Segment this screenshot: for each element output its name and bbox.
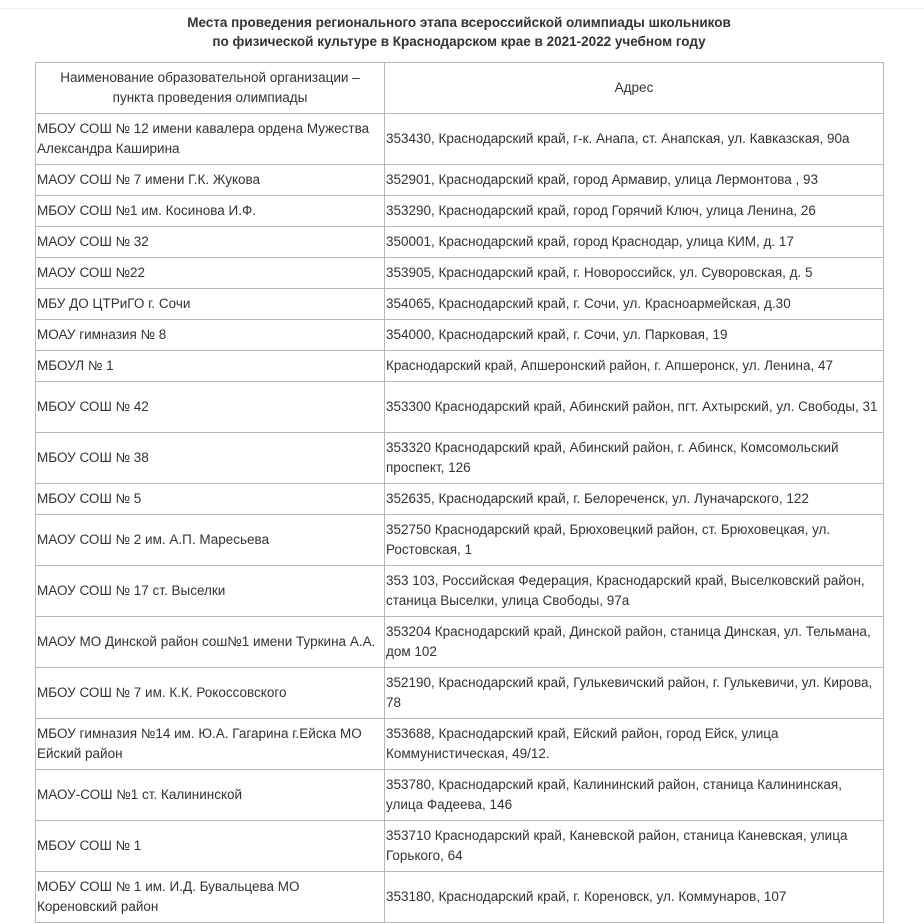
- address-cell: 352901, Краснодарский край, город Армавир, улица Лермонтова , 93: [385, 165, 884, 196]
- address-cell: 353710 Краснодарский край, Каневской район, станица Каневская, улица Горького, 64: [385, 821, 884, 872]
- address-cell: 354000, Краснодарский край, г. Сочи, ул. Парковая, 19: [385, 320, 884, 351]
- table-row: [36, 351, 884, 382]
- table-row: [36, 196, 884, 227]
- organization-cell: МБОУ СОШ №1 им. Косинова И.Ф.: [36, 196, 385, 227]
- address-cell: 352750 Краснодарский край, Брюховецкий район, ст. Брюховецкая, ул. Ростовская, 1: [385, 515, 884, 566]
- address-cell: 353320 Краснодарский край, Абинский район, г. Абинск, Комсомольский проспект, 126: [385, 433, 884, 484]
- address-cell: 352190, Краснодарский край, Гулькевичский район, г. Гулькевичи, ул. Кирова, 78: [385, 668, 884, 719]
- address-cell: 354065, Краснодарский край, г. Сочи, ул. Красноармейская, д.30: [385, 289, 884, 320]
- table-row: [36, 227, 884, 258]
- organization-cell: МАОУ-СОШ №1 ст. Калининской: [36, 770, 385, 821]
- organization-cell: МБОУ СОШ № 1: [36, 821, 385, 872]
- organization-cell: МАОУ СОШ № 7 имени Г.К. Жукова: [36, 165, 385, 196]
- top-divider: [0, 8, 924, 9]
- organization-cell: МБОУ гимназия №14 им. Ю.А. Гагарина г.Ейска МО Ейский район: [36, 719, 385, 770]
- organization-cell: МБУ ДО ЦТРиГО г. Сочи: [36, 289, 385, 320]
- table-row: [36, 872, 884, 923]
- organization-cell: МБОУ СОШ № 7 им. К.К. Рокоссовского: [36, 668, 385, 719]
- organization-cell: МАОУ СОШ № 32: [36, 227, 385, 258]
- address-cell: 352635, Краснодарский край, г. Белореченск, ул. Луначарского, 122: [385, 484, 884, 515]
- table-row: [36, 289, 884, 320]
- page-title-line-1: Места проведения регионального этапа всероссийской олимпиады школьников: [187, 15, 731, 30]
- address-cell: 353180, Краснодарский край, г. Кореновск, ул. Коммунаров, 107: [385, 872, 884, 923]
- organization-cell: МАОУ СОШ № 17 ст. Выселки: [36, 566, 385, 617]
- venues-table-body: [36, 114, 884, 923]
- address-cell: 353300 Краснодарский край, Абинский район, пгт. Ахтырский, ул. Свободы, 31: [385, 382, 884, 433]
- table-row: [36, 821, 884, 872]
- address-cell: 353204 Краснодарский край, Динской район, станица Динская, ул. Тельмана, дом 102: [385, 617, 884, 668]
- table-row: [36, 719, 884, 770]
- address-cell: 353905, Краснодарский край, г. Новороссийск, ул. Суворовская, д. 5: [385, 258, 884, 289]
- organization-cell: МБОУ СОШ № 42: [36, 382, 385, 433]
- organization-cell: МОАУ гимназия № 8: [36, 320, 385, 351]
- header-organization: Наименование образовательной организации – пункта проведения олимпиады: [36, 63, 385, 114]
- organization-cell: МБОУ СОШ № 38: [36, 433, 385, 484]
- table-row: [36, 770, 884, 821]
- table-row: [36, 382, 884, 433]
- table-row: [36, 320, 884, 351]
- table-row: [36, 433, 884, 484]
- organization-cell: МАОУ СОШ № 2 им. А.П. Маресьева: [36, 515, 385, 566]
- table-row: [36, 114, 884, 165]
- page-title: [0, 13, 918, 51]
- organization-cell: МАОУ МО Динской район сош№1 имени Туркина А.А.: [36, 617, 385, 668]
- address-cell: 353 103, Российская Федерация, Краснодарский край, Выселковский район, станица Выселки, улица Свободы, 97а: [385, 566, 884, 617]
- table-row: [36, 165, 884, 196]
- table-row: [36, 515, 884, 566]
- address-cell: 353290, Краснодарский край, город Горячий Ключ, улица Ленина, 26: [385, 196, 884, 227]
- address-cell: 350001, Краснодарский край, город Краснодар, улица КИМ, д. 17: [385, 227, 884, 258]
- page-title-line-2: по физической культуре в Краснодарском крае в 2021-2022 учебном году: [212, 34, 706, 49]
- address-cell: 353430, Краснодарский край, г-к. Анапа, ст. Анапская, ул. Кавказская, 90а: [385, 114, 884, 165]
- header-address: Адрес: [385, 63, 884, 114]
- table-row: [36, 668, 884, 719]
- organization-cell: МБОУ СОШ № 5: [36, 484, 385, 515]
- address-cell: 353688, Краснодарский край, Ейский район, город Ейск, улица Коммунистическая, 49/12.: [385, 719, 884, 770]
- address-cell: 353780, Краснодарский край, Калининский район, станица Калининская, улица Фадеева, 146: [385, 770, 884, 821]
- address-cell: Краснодарский край, Апшеронский район, г. Апшеронск, ул. Ленина, 47: [385, 351, 884, 382]
- table-row: [36, 617, 884, 668]
- organization-cell: МБОУ СОШ № 12 имени кавалера ордена Мужества Александра Каширина: [36, 114, 385, 165]
- table-row: [36, 258, 884, 289]
- organization-cell: МАОУ СОШ №22: [36, 258, 385, 289]
- table-header-row: [36, 63, 884, 114]
- table-row: [36, 566, 884, 617]
- venues-table: [35, 62, 884, 923]
- table-row: [36, 484, 884, 515]
- organization-cell: МОБУ СОШ № 1 им. И.Д. Бувальцева МО Кореновский район: [36, 872, 385, 923]
- organization-cell: МБОУЛ № 1: [36, 351, 385, 382]
